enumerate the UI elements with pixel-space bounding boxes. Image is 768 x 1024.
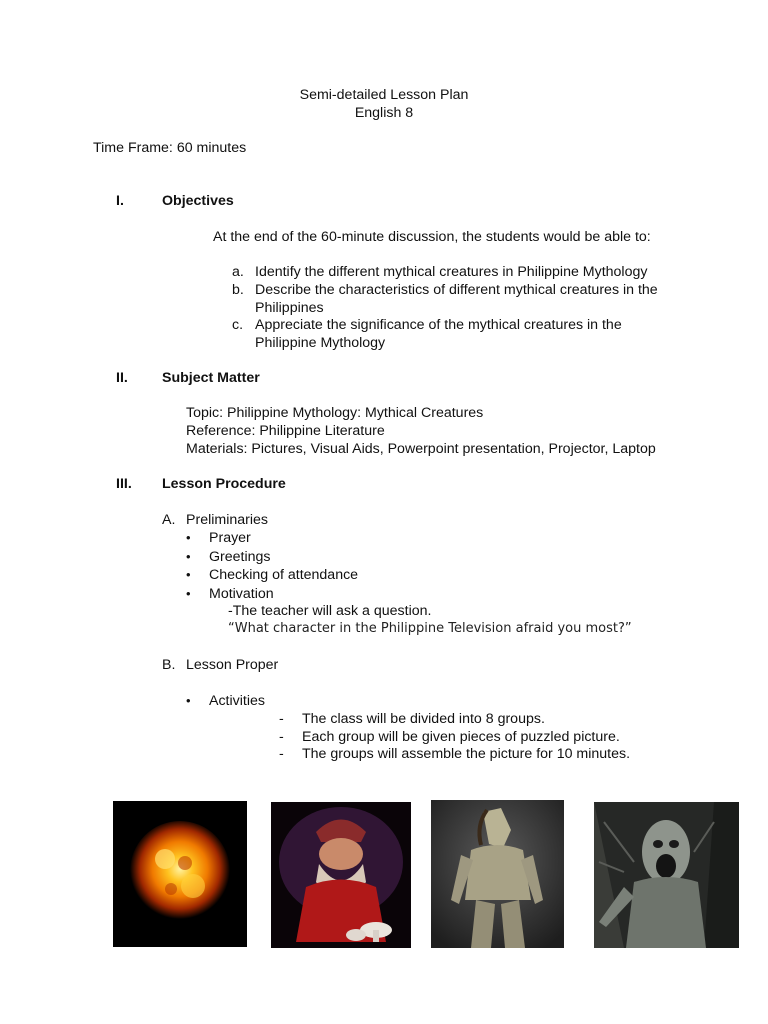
objective-marker: a.	[232, 264, 244, 280]
objective-marker: c.	[232, 317, 244, 333]
objective-text-continued: Philippines	[255, 300, 324, 316]
fireball-image	[113, 801, 247, 947]
time-frame: Time Frame: 60 minutes	[93, 140, 247, 156]
section-numeral-objectives: I.	[116, 193, 124, 209]
list-item: • Motivation	[209, 585, 274, 603]
objective-text: Identify the different mythical creatures in Philippine Mythology	[255, 264, 648, 280]
reference-line: Reference: Philippine Literature	[186, 423, 385, 439]
aswang-image	[594, 802, 739, 948]
subsection-label-lesson-proper: Lesson Proper	[186, 657, 279, 673]
objective-marker: b.	[232, 282, 244, 298]
topic-line: Topic: Philippine Mythology: Mythical Creatures	[186, 405, 484, 421]
section-heading-procedure: Lesson Procedure	[162, 476, 286, 492]
objectives-intro: At the end of the 60-minute discussion, the students would be able to:	[213, 229, 651, 245]
activity-step: - The groups will assemble the picture for 10 minutes.	[302, 745, 630, 763]
subsection-label-preliminaries: Preliminaries	[186, 512, 268, 528]
tikbalang-image	[431, 800, 564, 948]
list-item: • Greetings	[209, 548, 271, 566]
objective-text: Appreciate the significance of the mythical creatures in the	[255, 317, 622, 333]
document-subject: English 8	[354, 105, 414, 121]
list-item: • Checking of attendance	[209, 566, 358, 584]
motivation-note: -The teacher will ask a question.	[228, 603, 432, 619]
list-item-activities: • Activities	[209, 692, 265, 710]
materials-line: Materials: Pictures, Visual Aids, Powerpoint presentation, Projector, Laptop	[186, 441, 656, 457]
section-heading-subject-matter: Subject Matter	[162, 370, 260, 386]
objective-text: Describe the characteristics of different mythical creatures in the	[255, 282, 658, 298]
section-numeral-procedure: III.	[116, 476, 132, 492]
section-numeral-subject-matter: II.	[116, 370, 128, 386]
list-item: • Prayer	[209, 529, 251, 547]
duwende-image	[271, 802, 411, 948]
subsection-marker: A.	[162, 512, 176, 528]
objective-text-continued: Philippine Mythology	[255, 335, 386, 351]
document-title: Semi-detailed Lesson Plan	[299, 87, 469, 103]
activity-step: - The class will be divided into 8 groups.	[302, 710, 545, 728]
section-heading-objectives: Objectives	[162, 193, 234, 209]
subsection-marker: B.	[162, 657, 176, 673]
activity-step: - Each group will be given pieces of puzzled picture.	[302, 728, 620, 746]
motivation-question: “What character in the Philippine Television afraid you most?”	[228, 621, 632, 636]
